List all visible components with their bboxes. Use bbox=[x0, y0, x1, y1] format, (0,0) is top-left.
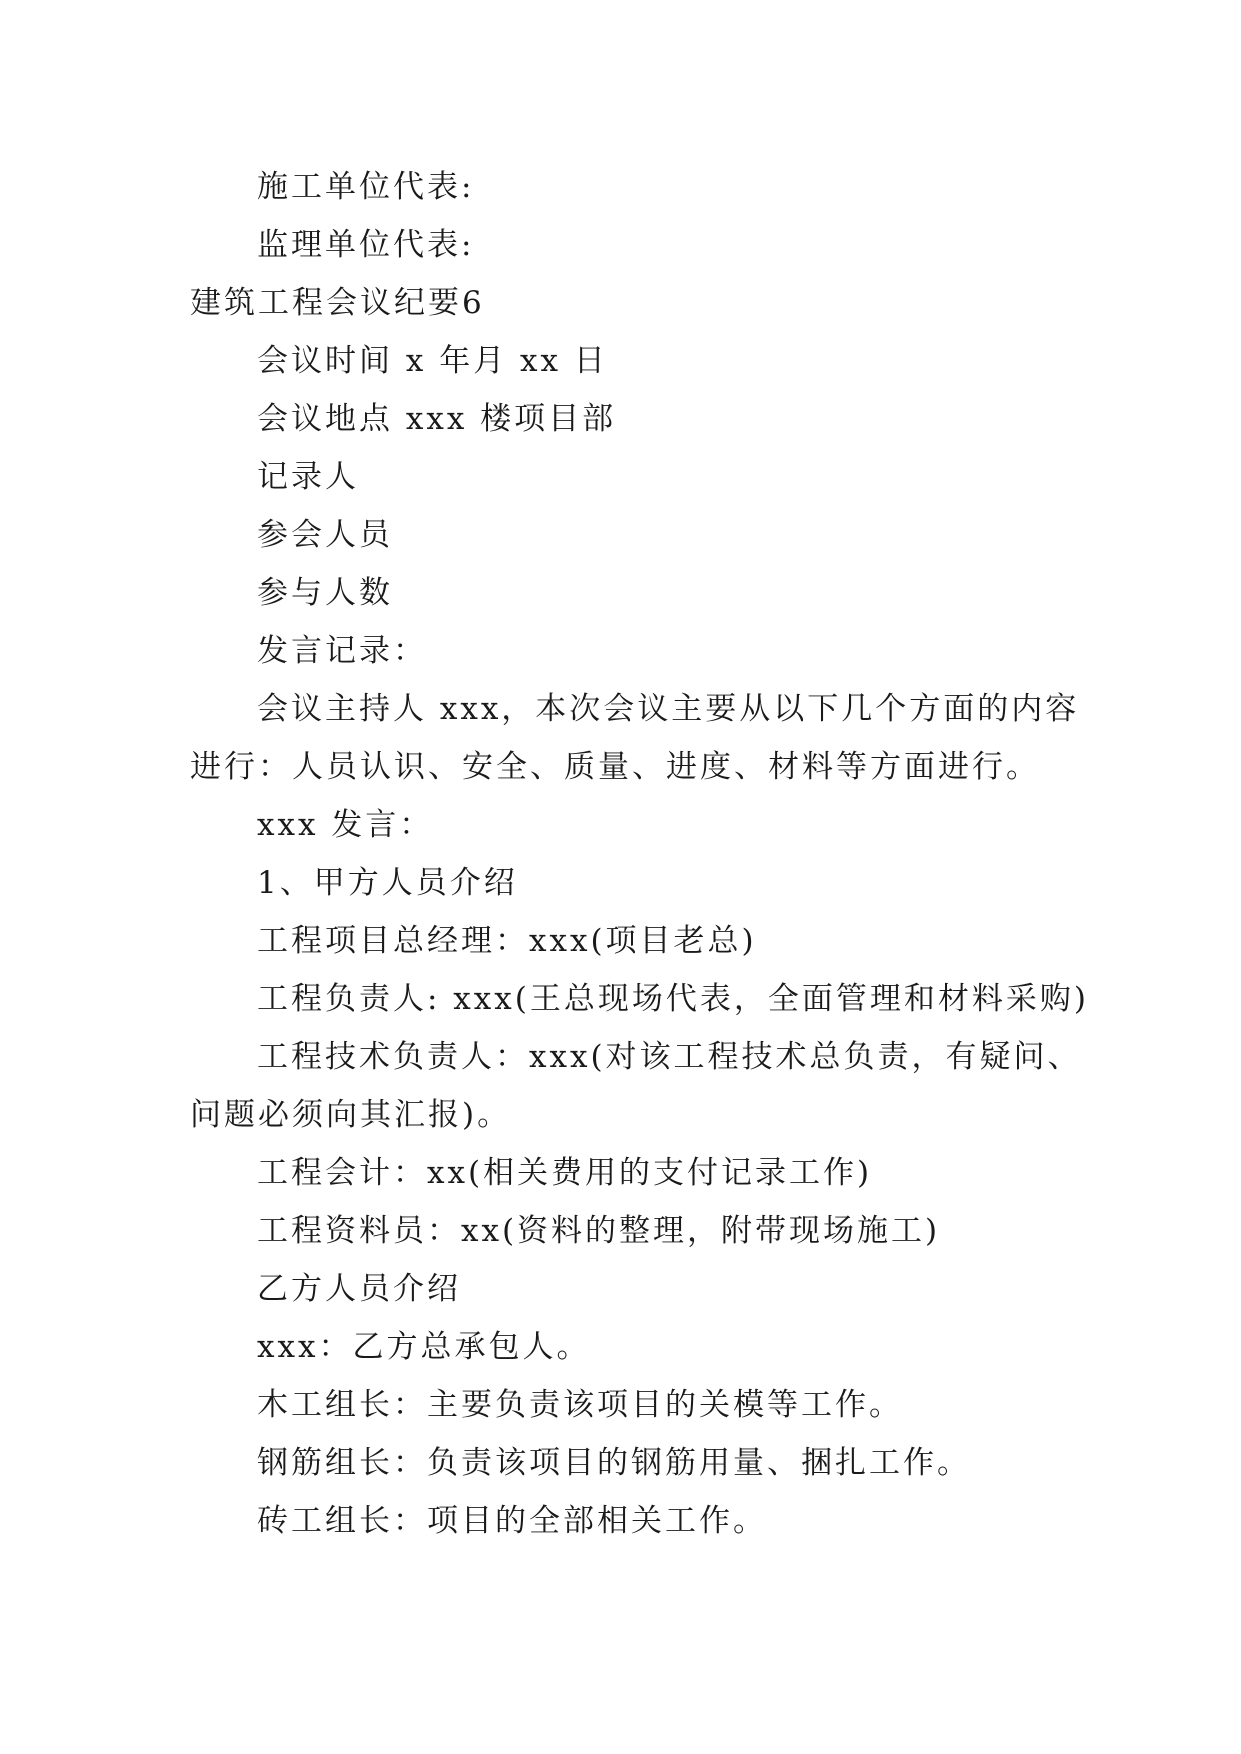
speech-record-line: 发言记录： bbox=[257, 633, 427, 669]
supervision-unit-representative-line: 监理单位代表: bbox=[257, 227, 475, 263]
carpentry-lead-line: 木工组长：主要负责该项目的关模等工作。 bbox=[257, 1387, 903, 1423]
host-intro-line: 会议主持人 xxx，本次会议主要从以下几个方面的内容 bbox=[257, 691, 1080, 727]
section-heading: 建筑工程会议纪要6 bbox=[190, 285, 485, 321]
technical-lead-continuation-line: 问题必须向其汇报)。 bbox=[190, 1097, 512, 1133]
general-manager-line: 工程项目总经理：xxx(项目老总) bbox=[257, 923, 757, 959]
rebar-lead-line: 钢筋组长：负责该项目的钢筋用量、捆扎工作。 bbox=[257, 1445, 971, 1481]
meeting-location-line: 会议地点 xxx 楼项目部 bbox=[257, 401, 617, 437]
host-intro-continuation-line: 进行：人员认识、安全、质量、进度、材料等方面进行。 bbox=[190, 749, 1040, 785]
project-lead-line: 工程负责人: xxx(王总现场代表，全面管理和材料采购) bbox=[257, 981, 1089, 1017]
masonry-lead-line: 砖工组长：项目的全部相关工作。 bbox=[257, 1503, 767, 1539]
speaker-line: xxx 发言： bbox=[257, 807, 434, 843]
accountant-line: 工程会计：xx(相关费用的支付记录工作) bbox=[257, 1155, 873, 1191]
party-b-intro-heading: 乙方人员介绍 bbox=[257, 1271, 461, 1307]
technical-lead-line: 工程技术负责人：xxx(对该工程技术总负责，有疑问、 bbox=[257, 1039, 1082, 1075]
construction-unit-representative-line: 施工单位代表: bbox=[257, 169, 475, 205]
attendees-line: 参会人员 bbox=[257, 517, 393, 553]
document-clerk-line: 工程资料员：xx(资料的整理，附带现场施工) bbox=[257, 1213, 941, 1249]
recorder-line: 记录人 bbox=[257, 459, 359, 495]
meeting-time-line: 会议时间 x 年月 xx 日 bbox=[257, 343, 608, 379]
party-a-intro-heading: 1、甲方人员介绍 bbox=[257, 865, 518, 901]
attendee-count-line: 参与人数 bbox=[257, 575, 393, 611]
general-contractor-line: xxx：乙方总承包人。 bbox=[257, 1329, 591, 1365]
